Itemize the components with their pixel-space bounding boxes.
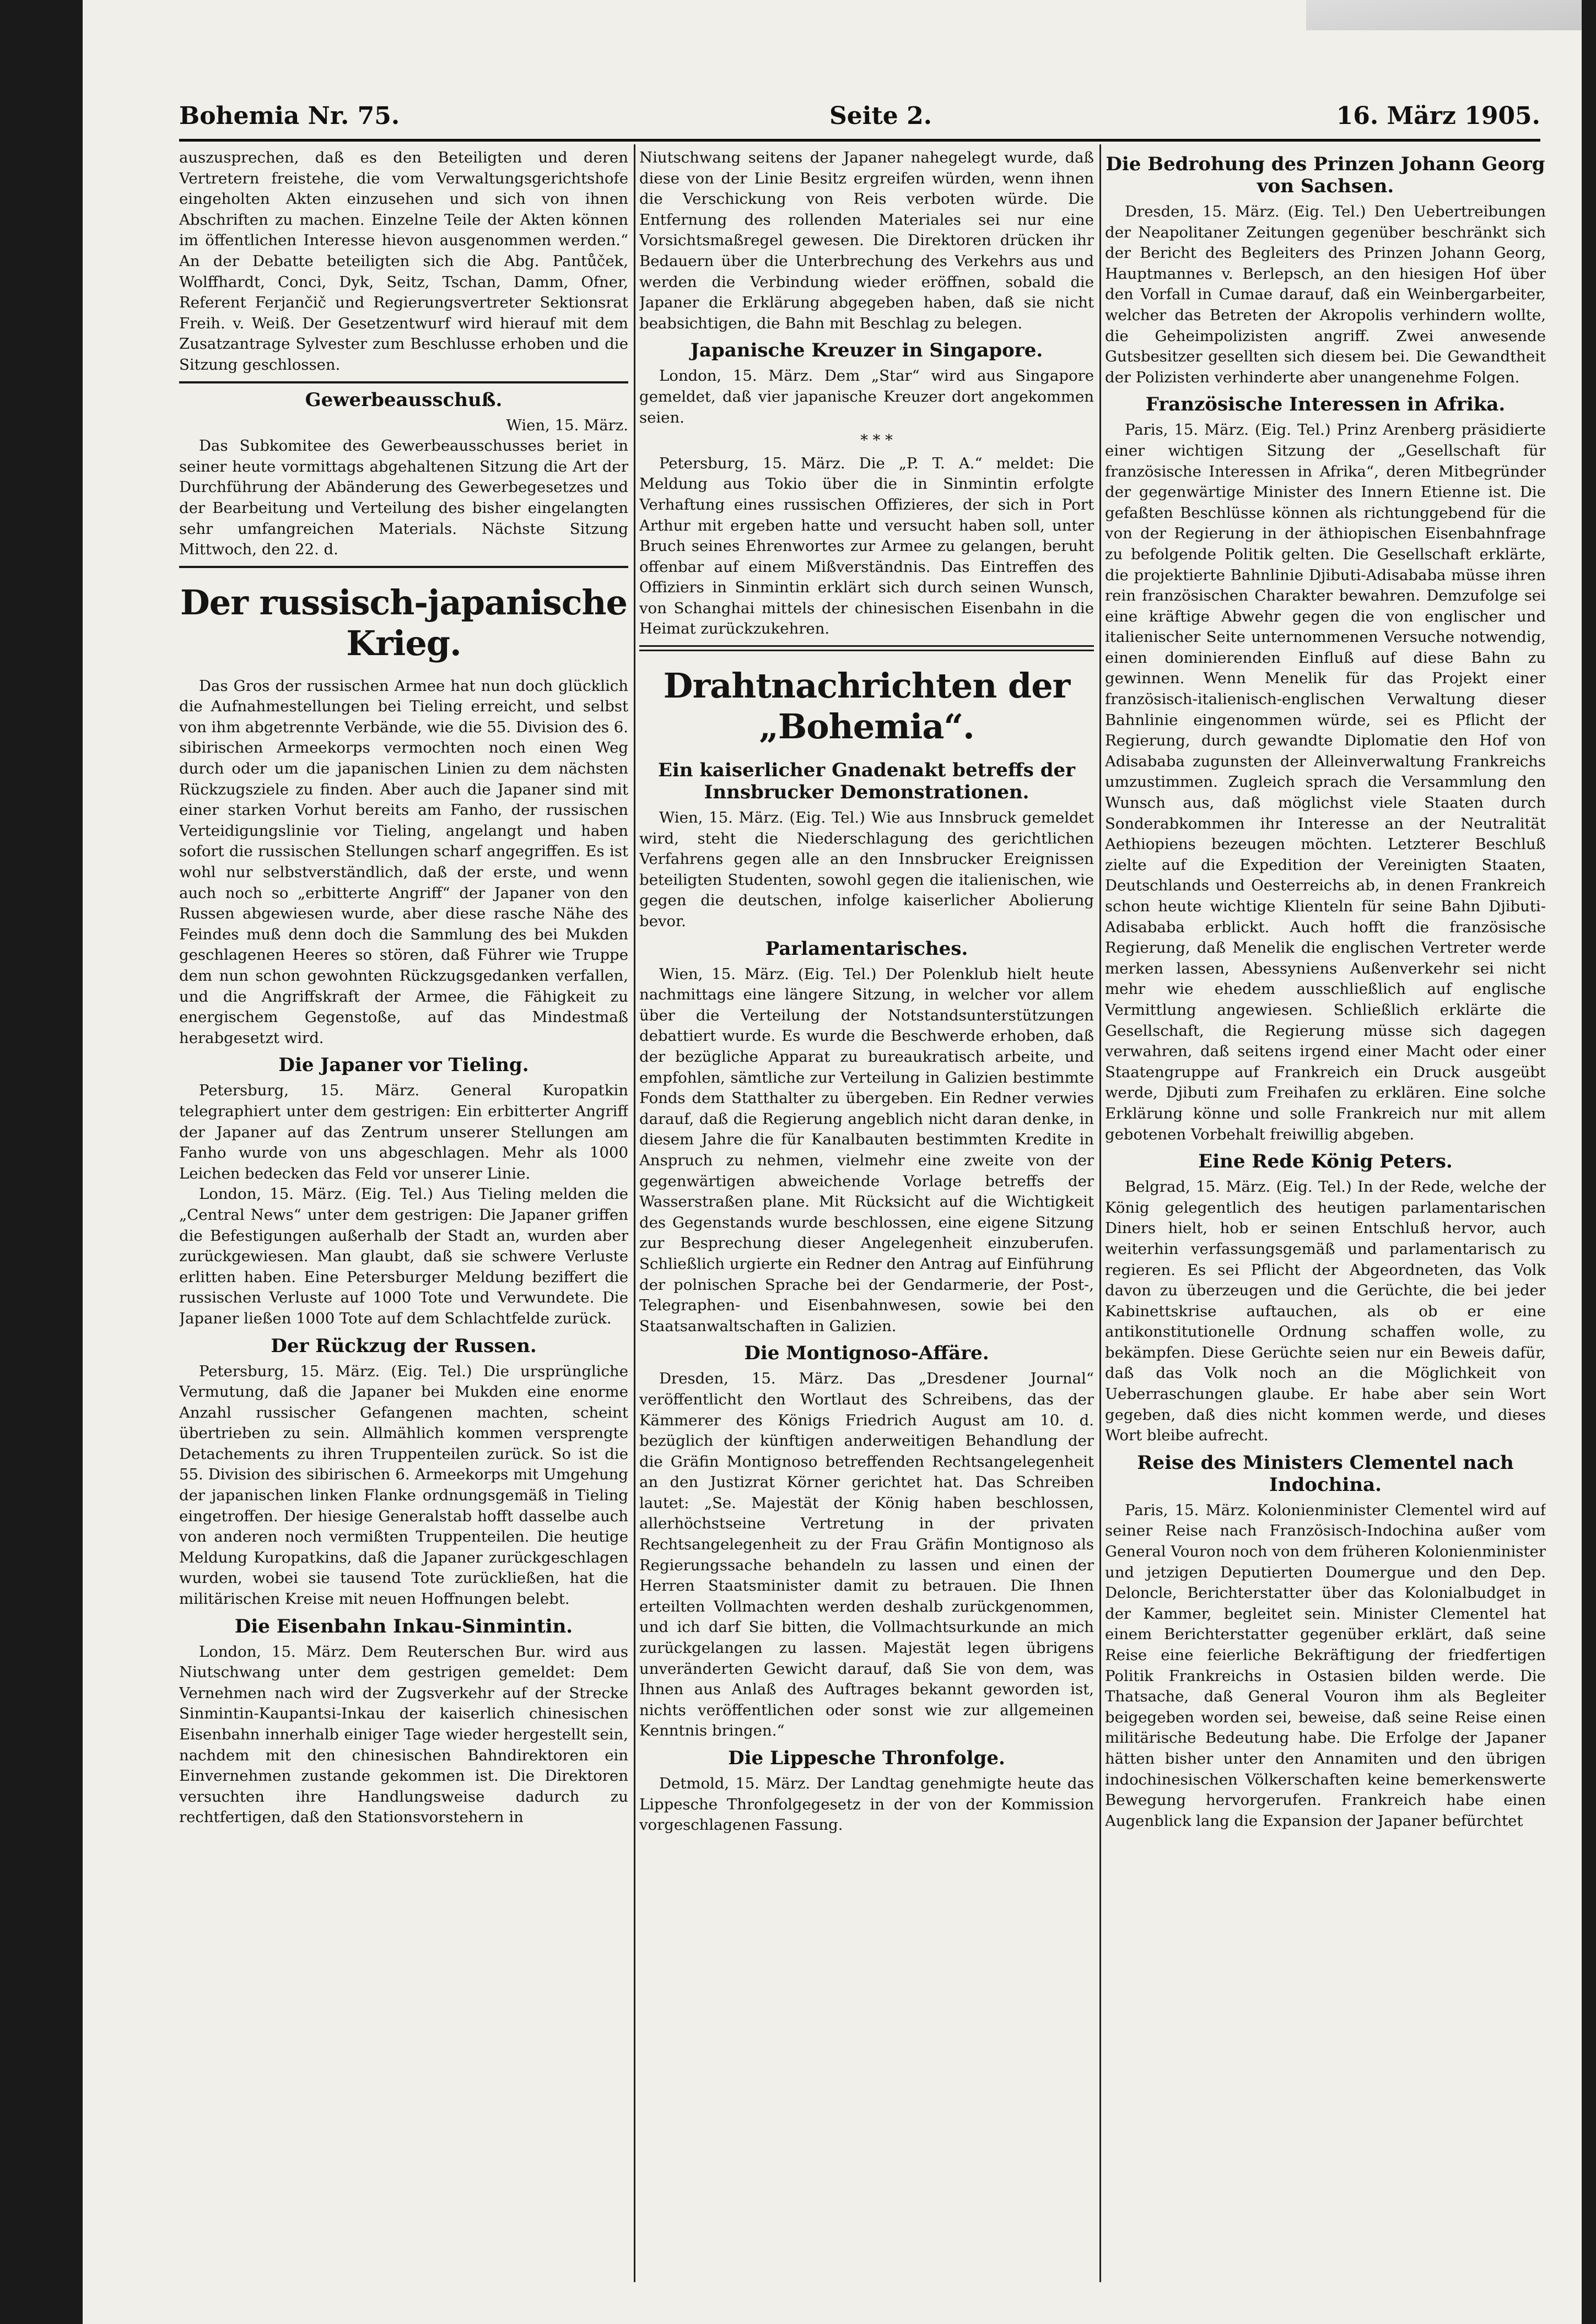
- headline-gnadenakt: Ein kaiserlicher Gnadenakt betreffs der Innsbrucker Demonstrationen.: [657, 759, 1076, 804]
- article-text: Wien, 15. März. (Eig. Tel.) Wie aus Innsbruck gemeldet wird, steht die Niederschlagung des gerichtlichen Verfahrens gegen alle an den Innsbrucker Ereignissen beteiligten Studenten, sowohl gegen die italienischen, wie gegen die deutschen, infolge kaiserlicher Abolierung bevor.: [639, 809, 1094, 931]
- article-text: Das Gros der russischen Armee hat nun doch glücklich die Aufnahmestellungen bei Tieling erreicht, und selbst von ihm abgetrennte Verbände, wie die 55. Division des 6. sibirischen Armeekorps vermochten noch einen Weg durch oder um die japanischen Linien zu dem nächsten Rückzugsziele zu finden. Aber auch die Japaner sind mit einer starken Vorhut bereits am Fanho, der russischen Verteidigungslinie vor Tieling, angelangt und haben sofort die russischen Stellungen scharf angegriffen. Es ist wohl nur selbstverständlich, daß der erste, und wenn auch noch so „erbitterte Angriff“ der Japaner von den Russen abgewiesen wurde, aber diese rasche Nähe des Feindes muß denn doch die Sammlung des bei Mukden geschlagenen Heeres so stören, daß Führer wie Truppe dem nun schon gewohnten Rückzugsgedanken verfallen, und die Angriffskraft der Armee, die Fähigkeit zu energischem Gegenstoße, auf das Mindestmaß herabgesetzt wird.: [179, 677, 628, 1047]
- article-text: London, 15. März. Dem Reuterschen Bur. wird aus Niutschwang unter dem gestrigen gemeldet: Dem Vernehmen nach wird der Zugsverkehr auf der Strecke Sinmintin-Kaupantsi-Inkau der kaiserlich chinesischen Eisenbahn innerhalb einiger Tage wieder hergestellt sein, nachdem mit den chinesischen Bahndirektoren ein Einvernehmen zustande gekommen ist. Die Direktoren versuchten ihre Handlungsweise dadurch zu rechtfertigen, daß den Stationsvorstehern in: [179, 1642, 628, 1826]
- section-double-rule: [639, 645, 1094, 651]
- article-text: Petersburg, 15. März. (Eig. Tel.) Die ursprüngliche Vermutung, daß die Japaner bei Mukden eine enorme Anzahl russischer Gefangenen machten, scheint übertrieben zu sein. Allmählich kommen versprengte Detachements zu ihren Truppenteilen zurück. So ist die 55. Division des sibirischen 6. Armeekorps mit Umgehung der japanischen linken Flanke ordnungsgemäß in Tieling eingetroffen. Der hiesige Generalstab hofft dasselbe auch von anderen noch vermißten Truppenteilen. Die heutige Meldung Kuropatkins, daß die Japaner zurückgeschlagen wurden, wobei sie tausend Tote zurückließen, hat die militärischen Kreise mit neuen Hoffnungen belebt.: [179, 1362, 628, 1608]
- headline-eisenbahn-inkau-sinmintin: Die Eisenbahn Inkau-Sinmintin.: [234, 1615, 573, 1637]
- article-text: Petersburg, 15. März. General Kuropatkin telegraphiert unter dem gestrigen: Ein erbitterter Angriff der Japaner auf das Zentrum unserer Stellungen am Fanho wurde von uns abgeschlagen. Mehr als 1000 Leichen bedecken das Feld vor unserer Linie.: [179, 1082, 628, 1182]
- issue-date: 16. März 1905.: [1336, 102, 1540, 130]
- article-text: Dresden, 15. März. Das „Dresdener Journal“ veröffentlicht den Wortlaut des Schreibens, das der Kämmerer des Königs Friedrich August am 10. d. bezüglich der künftigen anderweitigen Behandlung der die Gräfin Montignoso betreffenden Rechtsangelegenheit an den Justizrat Körner gerichtet hat. Das Schreiben lautet: „Se. Majestät der König haben beschlossen, allerhöchstseine Vertretung in der privaten Rechtsangelegenheit zu der Frau Gräfin Montignoso als Regierungssache behandeln zu lassen und einen der Herren Staatsminister damit zu betrauen. Die Ihnen erteilten Vollmachten werden deshalb zurückgenommen, und ich darf Sie bitten, die Vollmachtsurkunde an mich zurückgelangen zu lassen. Majestät legen übrigens unveränderten Gewicht darauf, daß Sie von dem, was Ihnen aus Anlaß des Auftrages bekannt geworden ist, nichts veröffentlichen oder sonst wie zur allgemeinen Kenntnis bringen.“: [639, 1370, 1094, 1740]
- headline-russisch-japanische-krieg: Der russisch-japanische Krieg.: [180, 582, 627, 663]
- headline-reise-minister-clementel: Reise des Ministers Clementel nach Indochina.: [1137, 1451, 1514, 1496]
- section-rule: [179, 566, 628, 568]
- dateline: Wien, 15. März.: [506, 416, 628, 434]
- headline-rueckzug-der-russen: Der Rückzug der Russen.: [271, 1334, 537, 1357]
- article-text: London, 15. März. (Eig. Tel.) Aus Tieling melden die „Central News“ unter dem gestrigen: Die Japaner griffen die Befestigungen außerhalb der Stadt an, wurden aber zurückgewiesen. Man glaubt, daß sie schwere Verluste erlitten haben. Eine Petersburger Meldung beziffert die russischen Verluste auf 1000 Tote und Verwundete. Die Japaner ließen 1000 Tote auf dem Schlachtfelde zurück.: [179, 1185, 628, 1327]
- column-2: [639, 148, 1094, 2280]
- headline-japaner-vor-tieling: Die Japaner vor Tieling.: [278, 1054, 529, 1077]
- section-rule: [179, 381, 628, 383]
- page-number: Seite 2.: [829, 102, 932, 130]
- header-rule: [179, 139, 1540, 142]
- headline-bedrohung-prinz-johann-georg: Die Bedrohung des Prinzen Johann Georg von Sachsen.: [1106, 153, 1545, 197]
- page-header: [179, 102, 1540, 140]
- article-text: Niutschwang seitens der Japaner nahegelegt wurde, daß diese von der Linie Besitz ergreifen würden, wenn ihnen die Verschickung von Reis verboten würde. Die Entfernung des rollenden Materiales sei nur eine Vorsichtsmaßregel gewesen. Die Direktoren drücken ihr Bedauern über die Unterbrechung des Verkehrs aus und werden die Verbindung wieder eröffnen, sobald die Japaner die Erklärung abgegeben haben, daß sie nicht beabsichtigen, die Bahn mit Beschlag zu belegen.: [639, 149, 1094, 332]
- article-text: Petersburg, 15. März. Die „P. T. A.“ meldet: Die Meldung aus Tokio über die in Sinmintin erfolgte Verhaftung eines russischen Offizieres, der sich in Port Arthur mit ergeben hatte und versucht haben soll, unter Bruch seines Ehrenwortes zur Armee zu gelangen, beruht offenbar auf einem Mißverständnis. Das Eintreffen des Offiziers in Sinmintin erklärt sich durch seinen Wunsch, von Schanghai mittels der chinesischen Eisenbahn in die Heimat zurückzukehren.: [639, 454, 1094, 638]
- headline-franzoesische-interessen-afrika: Französische Interessen in Afrika.: [1145, 393, 1506, 416]
- headline-drahtnachrichten: Drahtnachrichten der „Bohemia“.: [663, 666, 1070, 747]
- headline-montignoso-affaere: Die Montignoso-Affäre.: [744, 1342, 989, 1365]
- article-text: London, 15. März. Dem „Star“ wird aus Singapore gemeldet, daß vier japanische Kreuzer dort angekommen seien.: [639, 367, 1094, 426]
- section-stars: * * *: [860, 431, 893, 450]
- article-text: Paris, 15. März. Kolonienminister Clementel wird auf seiner Reise nach Französisch-Indochina außer vom General Vouron noch von dem früheren Kolonienminister und jetzigen Deputierten Doumergue und den Dep. Deloncle, Berichterstatter über das Kolonialbudget in der Kammer, begleitet sein. Minister Clementel hat einem Berichterstatter gegenüber erklärt, daß seine Reise eine feierliche Bekräftigung der friedfertigen Politik Frankreichs in Ostasien bilden werde. Die Thatsache, daß General Vouron ihm als Begleiter beigegeben worden sei, beweise, daß seine Reise einen militärische Bedeutung habe. Die Erfolge der Japaner hätten bisher unter den Annamiten und den übrigen indochinesischen Völkerschaften keine bemerkenswerte Bewegung hervorgerufen. Frankreich habe einen Augenblick lang die Expansion der Japaner befürchtet: [1105, 1501, 1546, 1830]
- article-text: Das Subkomitee des Gewerbeausschusses beriet in seiner heute vormittags abgehaltenen Sitzung die Art der Durchführung der Abänderung des Gewerbegesetzes und der Bearbeitung und Verteilung des bisher eingelangten sehr umfangreichen Materials. Nächste Sitzung Mittwoch, den 22. d.: [179, 437, 628, 559]
- folded-corner: [1306, 0, 1582, 30]
- headline-gewerbeausschuss: Gewerbeausschuß.: [305, 388, 503, 411]
- column-1: [179, 148, 628, 2280]
- column-divider-1: [634, 144, 635, 2282]
- article-text: auszusprechen, daß es den Beteiligten und deren Vertretern freistehe, die vom Verwaltungsgerichtshofe eingeholten Akten einzusehen und sich von ihnen Abschriften zu machen. Einzelne Teile der Akten können im öffentlichen Interesse hievon ausgenommen werden.“ An der Debatte beteiligten sich die Abg. Pantůček, Wolffhardt, Conci, Dyk, Seitz, Tschan, Damm, Ofner, Referent Ferjančič und Regierungsvertreter Sektionsrat Freih. v. Weiß. Der Gesetzentwurf wird hierauf mit dem Zusatzantrage Sylvester zum Beschlusse erhoben und die Sitzung geschlossen.: [179, 149, 628, 374]
- column-3: [1105, 148, 1546, 2280]
- newspaper-page: [83, 0, 1582, 2324]
- column-divider-2: [1099, 144, 1101, 2282]
- headline-lippesche-thronfolge: Die Lippesche Thronfolge.: [728, 1747, 1005, 1769]
- article-text: Detmold, 15. März. Der Landtag genehmigte heute das Lippesche Thronfolgegesetz in der von der Kommission vorgeschlagenen Fassung.: [639, 1775, 1094, 1834]
- headline-rede-koenig-peters: Eine Rede König Peters.: [1198, 1150, 1453, 1173]
- headline-parlamentarisches: Parlamentarisches.: [765, 937, 968, 960]
- article-text: Wien, 15. März. (Eig. Tel.) Der Polenklub hielt heute nachmittags eine längere Sitzung, in welcher vor allem über die Verteilung der Notstandsunterstützungen debattiert wurde. Es wurde die Beschwerde erhoben, daß der bezügliche Apparat zu bureaukratisch arbeite, und empfohlen, sämtliche zur Verteilung in Galizien bestimmte Fonds dem Statthalter zu übergeben. Ein Redner verwies darauf, daß die Regierung angeblich nicht daran denke, in diesem Jahre die für Kanalbauten bestimmten Kredite in Anspruch zu nehmen, vielmehr eine zweite von der gegenwärtigen abweichende Vorlage betreffs der Wasserstraßen plane. Mit Rücksicht auf die Wichtigkeit des Gegenstands wurde beschlossen, eine eigene Sitzung zur Besprechung dieser Angelegenheit einzuberufen. Schließlich urgierte ein Redner den Antrag auf Einführung der polnischen Sprache bei der Gendarmerie, der Post-, Telegraphen- und Eisenbahnwesen, sowie bei den Staatsanwaltschaften in Galizien.: [639, 965, 1094, 1335]
- article-text: Belgrad, 15. März. (Eig. Tel.) In der Rede, welche der König gelegentlich des heutigen parlamentarischen Diners hielt, hob er seinen Entschluß hervor, auch weiterhin verfassungsgemäß und parlamentarisch zu regieren. Es sei Pflicht der Abgeordneten, das Volk davon zu überzeugen und die Gerüchte, die bei jeder Kabinettskrise auftauchen, als ob er eine antikonstitutionelle Ordnung schaffen wolle, zu bekämpfen. Diese Gerüchte seien nur ein Beweis dafür, daß das Volk noch an die Möglichkeit von Ueberraschungen glaube. Er habe aber sein Wort gegeben, daß dies nicht kommen werde, und dieses Wort bleibe aufrecht.: [1105, 1178, 1546, 1445]
- masthead-issue: Bohemia Nr. 75.: [179, 102, 400, 130]
- article-text: Paris, 15. März. (Eig. Tel.) Prinz Arenberg präsidierte einer wichtigen Sitzung der „Gesellschaft für französische Interessen in Afrika“, deren Mitbegründer der gegenwärtige Minister des Innern Etienne ist. Die gefaßten Beschlüsse können als richtunggebend für die von der Regierung in der äthiopischen Eisenbahnfrage zu befolgende Politik gelten. Die Gesellschaft erklärte, die projektierte Bahnlinie Djibuti-Adisababa müsse ihren rein französischen Charakter bewahren. Demzufolge sei eine kräftige Abwehr gegen die von englischer und italienischer Seite unternommenen Versuche notwendig, einen dominierenden Einfluß auf diese Bahn zu gewinnen. Wenn Menelik für das Projekt einer französisch-italienisch-englischen Verwaltung dieser Bahnlinie eingenommen würde, sei es Pflicht der Regierung, durch gewandte Diplomatie den Hof von Adisababa zugunsten der Alleinverwaltung Frankreichs umzustimmen. Zugleich sprach die Versammlung den Wunsch aus, daß möglichst viele Staaten durch Sonderabkommen ihr Interesse an der Neutralität Aethiopiens bezeugen möchten. Letzterer Beschluß zielte auf die Expedition der Vereinigten Staaten, Deutschlands und Oesterreichs ab, in denen Frankreich schon heute wichtige Klienteln für seine Bahn Djibuti-Adisababa erblickt. Auch hofft die französische Regierung, daß Menelik die englischen Vertreter werde merken lassen, Abessyniens Außenverkehr sei nicht mehr wie ehedem ausschließlich auf englische Vermittlung angewiesen. Schließlich erklärte die Gesellschaft, die Regierung müsse sich dagegen verwahren, daß seitens irgend einer Macht oder einer Staatengruppe auf Frankreich ein Druck ausgeübt werde, Djibuti zum Freihafen zu erklären. Eine solche Erklärung könne und solle Frankreich nur mit allem gebotenen Vorbehalt freiwillig abgeben.: [1105, 421, 1546, 1143]
- headline-japanische-kreuzer: Japanische Kreuzer in Singapore.: [690, 339, 1043, 362]
- article-text: Dresden, 15. März. (Eig. Tel.) Den Uebertreibungen der Neapolitaner Zeitungen gegenüber beschränkt sich der Bericht des Begleiters des Prinzen Johann Georg, Hauptmannes v. Berlepsch, an den hiesigen Hof über den Vorfall in Cumae darauf, daß ein Weinbergarbeiter, welcher das Betreten der Akropolis verhindern wollte, die Geheimpolizisten angriff. Zwei anwesende Gutsbesitzer gesellten sich diesem bei. Die Gewandtheit der Polizisten verhinderte aber unangenehme Folgen.: [1105, 203, 1546, 386]
